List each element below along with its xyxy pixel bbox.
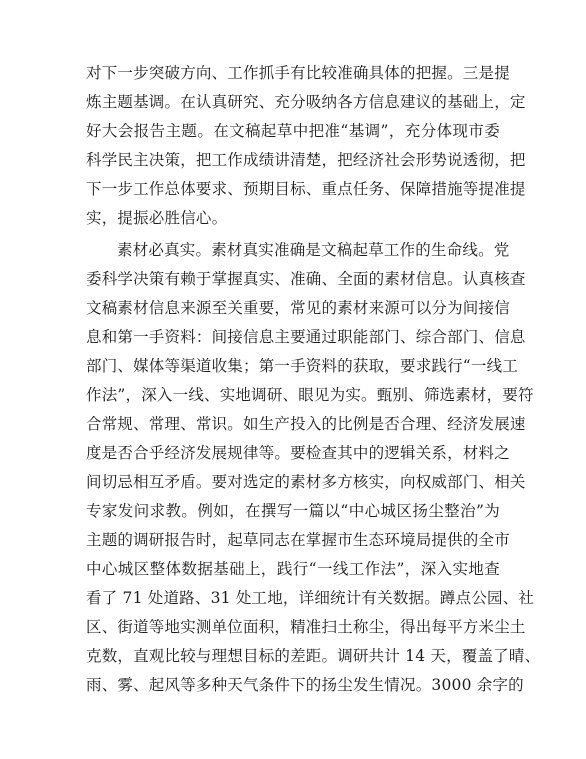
paragraph-line: 看了 71 处道路、31 处工地，详细统计有关数据。蹲点公园、社 <box>86 589 535 607</box>
paragraph-line: 下一步工作总体要求、预期目标、重点任务、保障措施等提准提 <box>86 180 526 198</box>
paragraph-line: 素材必真实。素材真实准确是文稿起草工作的生命线。党 <box>117 241 510 259</box>
paragraph-line: 委科学决策有赖于掌握真实、准确、全面的素材信息。认真核查 <box>86 270 526 288</box>
paragraph-line: 度是否合乎经济发展规律等。要检查其中的逻辑关系，材料之 <box>86 444 510 462</box>
paragraph-line: 合常规、常理、常识。如生产投入的比例是否合理、经济发展速 <box>86 415 526 433</box>
paragraph-line: 息和第一手资料：间接信息主要通过职能部门、综合部门、信息 <box>86 328 526 346</box>
paragraph-line: 文稿素材信息来源至关重要，常见的素材来源可以分为间接信 <box>86 299 510 317</box>
paragraph-line: 作法”，深入一线、实地调研、眼见为实。甄别、筛选素材，要符 <box>86 386 534 404</box>
paragraph-line: 中心城区整体数据基础上，践行“一线工作法”，深入实地查 <box>86 560 500 578</box>
paragraph-line: 科学民主决策，把工作成绩讲清楚，把经济社会形势说透彻，把 <box>86 151 526 169</box>
paragraph-line: 部门、媒体等渠道收集；第一手资料的获取，要求践行“一线工 <box>86 357 519 375</box>
paragraph-line: 实，提振必胜信心。 <box>86 209 228 227</box>
paragraph-line: 对下一步突破方向、工作抓手有比较准确具体的把握。三是提 <box>86 64 510 82</box>
paragraph-line: 间切忌相互矛盾。要对选定的素材多方核实，向权威部门、相关 <box>86 473 526 491</box>
paragraph-line: 区、街道等地实测单位面积，精准扫土称尘，得出每平方米尘土 <box>86 618 526 636</box>
paragraph-line: 炼主题基调。在认真研究、充分吸纳各方信息建议的基础上，定 <box>86 93 526 111</box>
paragraph-line: 雨、雾、起风等多种天气条件下的扬尘发生情况。3000 余字的 <box>86 676 524 694</box>
paragraph-line: 主题的调研报告时，起草同志在掌握市生态环境局提供的全市 <box>86 531 510 549</box>
paragraph-line: 克数，直观比较与理想目标的差距。调研共计 14 天，覆盖了晴、 <box>86 647 541 665</box>
paragraph-line: 好大会报告主题。在文稿起草中把准“基调”，充分体现市委 <box>86 122 500 140</box>
paragraph-line: 专家发问求教。例如，在撰写一篇以“中心城区扬尘整治”为 <box>86 502 500 520</box>
